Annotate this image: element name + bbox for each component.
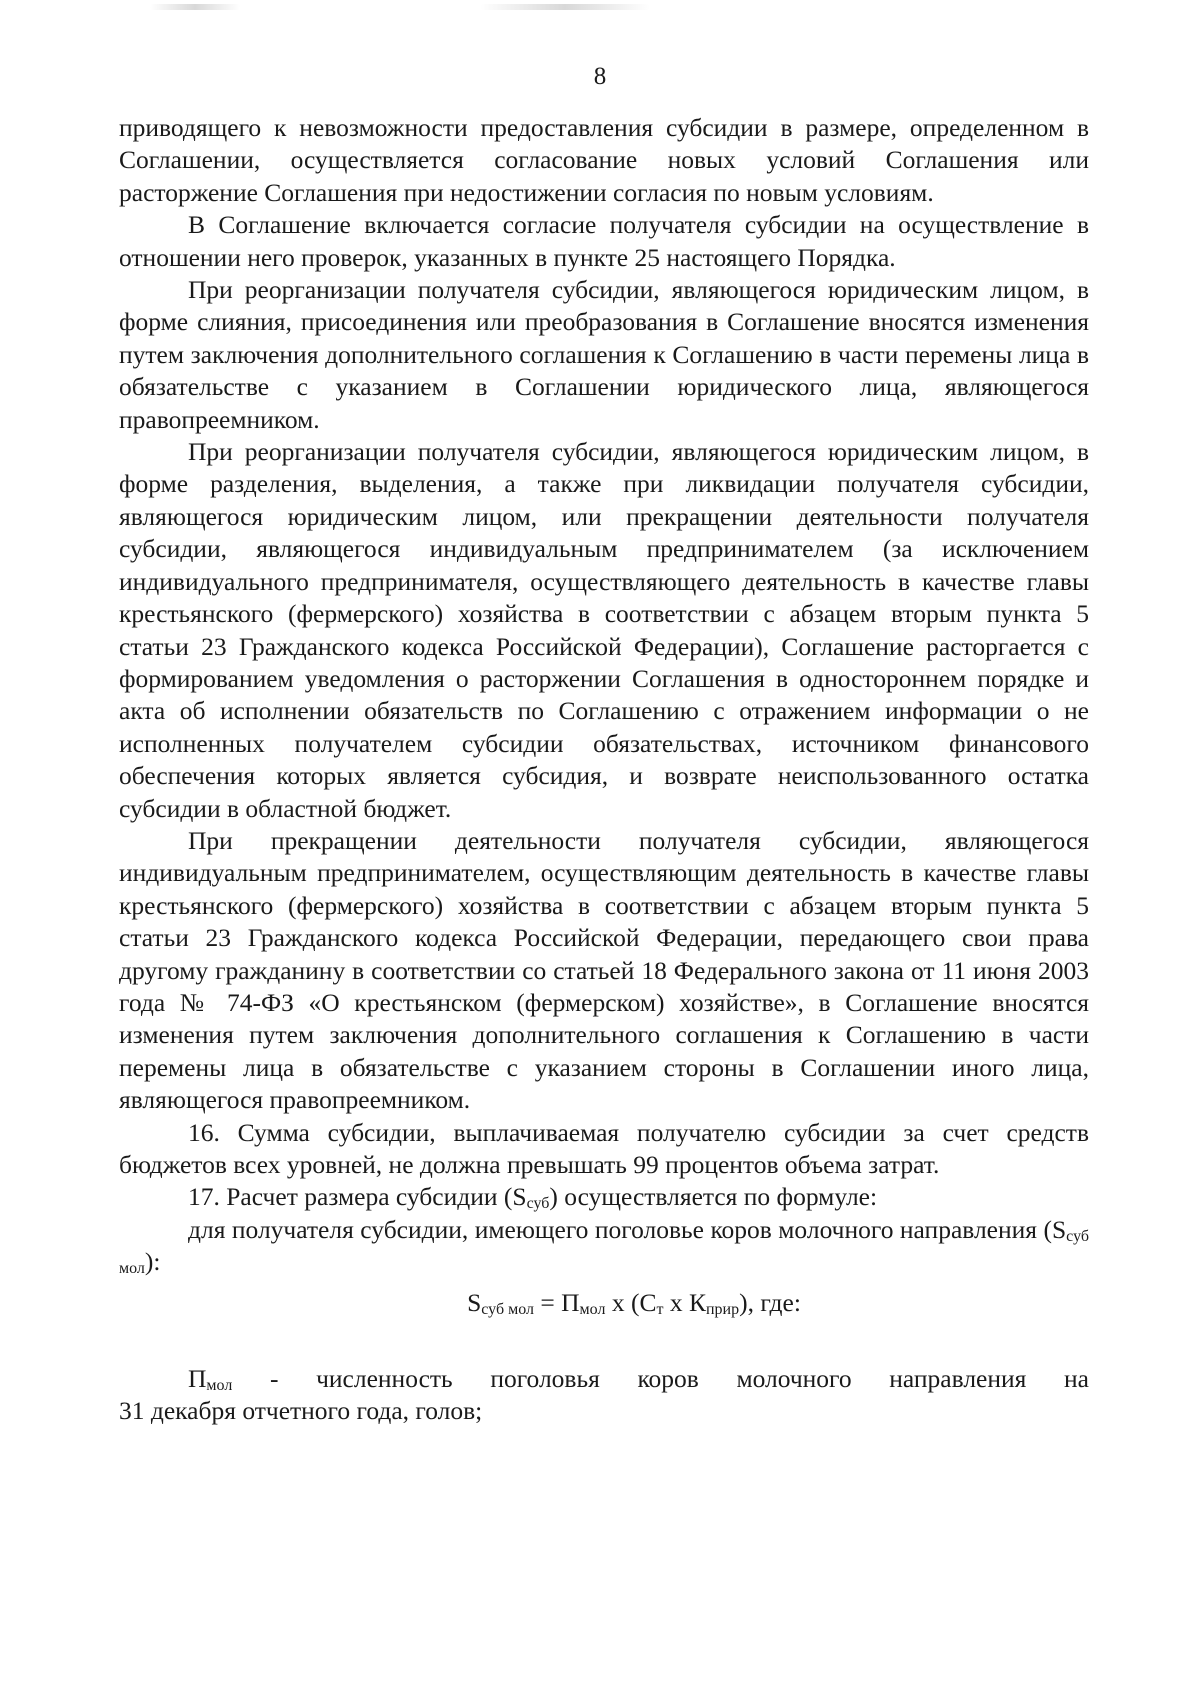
paragraph: При реорганизации получателя субсидии, являющегося юридическим лицом, в форме разделения, выделения, а также при ликвидации получателя субсидии, являющегося юридическим лицом, или прекращении деятельности получателя субсидии, являющегося индивидуальным предпринимателем (за исключением индивидуального предпринимателя, осуществляющего деятельность в качестве главы крестьянского (фермерского) хозяйства в соответствии с абзацем вторым пункта 5 статьи 23 Гражданского кодекса Российской Федерации), Соглашение расторгается с формированием уведомления о расторжении Соглашения в одностороннем порядке и акта об исполнении обязательств по Соглашению с отражением информации о не исполненных получателем субсидии обязательствах, источником финансового обеспечения которых является субсидия, и возврате неиспользованного остатка субсидии в областной бюджет.	[119, 437, 1089, 823]
formula-eq: = П	[534, 1287, 580, 1317]
paragraph: приводящего к невозможности предоставления субсидии в размере, определенном в Соглашении, осуществляется согласование новых условий Соглашения или расторжение Соглашения при недостижении согласия по новым условиям.	[119, 113, 1089, 207]
paragraph: В Соглашение включается согласие получателя субсидии на осуществление в отношении него проверок, указанных в пункте 25 настоящего Порядка.	[119, 210, 1089, 272]
clause-17	[119, 1181, 1089, 1213]
paragraph: При реорганизации получателя субсидии, являющегося юридическим лицом, в форме слияния, присоединения или преобразования в Соглашение вносятся изменения путем заключения дополнительного соглашения к Соглашению в части перемены лица в обязательстве с указанием в Соглашении юридического лица, являющегося правопреемником.	[119, 275, 1089, 434]
definition-word: направления	[889, 1364, 1027, 1394]
dairy-recipient-line	[119, 1214, 1089, 1279]
formula-mid2: x К	[663, 1287, 706, 1317]
definition-symbol	[188, 1363, 232, 1395]
formula-p-sub: мол	[579, 1300, 606, 1318]
subsidy-formula	[119, 1287, 1089, 1319]
clause-17-subscript: суб	[526, 1195, 550, 1213]
clause-17-text-start: 17. Расчет размера субсидии (S	[188, 1182, 527, 1212]
paragraph: При прекращении деятельности получателя субсидии, являющегося индивидуальным предпринимателем, осуществляющим деятельность в качестве главы крестьянского (фермерского) хозяйства в соответствии с абзацем вторым пункта 5 статьи 23 Гражданского кодекса Российской Федерации, передающего свои права другому гражданину в соответствии со статьей 18 Федерального закона от 11 июня 2003 года № 74-ФЗ «О крестьянском (фермерском) хозяйстве», в Соглашение вносятся изменения путем заключения дополнительного соглашения к Соглашению в части перемены лица в обязательстве с указанием стороны в Соглашении иного лица, являющегося правопреемником.	[119, 825, 1089, 1115]
scan-artifact	[150, 4, 240, 10]
page-number: 8	[593, 63, 607, 90]
definition-line	[119, 1363, 1089, 1395]
formula-tail: ), где:	[739, 1287, 801, 1317]
scan-artifact	[480, 4, 650, 10]
formula-mid1: x (С	[605, 1287, 657, 1317]
definition-word: молочного	[736, 1364, 852, 1394]
definition-word: поголовья	[490, 1364, 600, 1394]
dairy-text-start: для получателя субсидии, имеющего поголовье коров молочного направления (S	[188, 1214, 1067, 1244]
document-body	[119, 112, 1089, 1428]
formula-c-sub: т	[656, 1300, 664, 1318]
formula-s-sub: суб мол	[481, 1300, 534, 1318]
dairy-text-end: ):	[144, 1247, 161, 1277]
definition-symbol-letter: П	[188, 1364, 207, 1394]
formula-k-sub: прир	[705, 1300, 740, 1318]
definition-dash: -	[269, 1364, 279, 1394]
formula-s: S	[467, 1287, 482, 1317]
paragraph: 16. Сумма субсидии, выплачиваемая получателю субсидии за счет средств бюджетов всех уровней, не должна превышать 99 процентов объема затрат.	[119, 1117, 1089, 1179]
definition-symbol-sub: мол	[206, 1377, 233, 1395]
clause-17-text-end: ) осуществляется по формуле:	[549, 1182, 878, 1212]
definition-word: коров	[637, 1364, 699, 1394]
definition-word: численность	[316, 1364, 453, 1394]
dairy-subscript: суб мол	[119, 1227, 1089, 1278]
definition-word: на	[1064, 1364, 1089, 1394]
definition-continuation: 31 декабря отчетного года, голов;	[119, 1396, 483, 1426]
